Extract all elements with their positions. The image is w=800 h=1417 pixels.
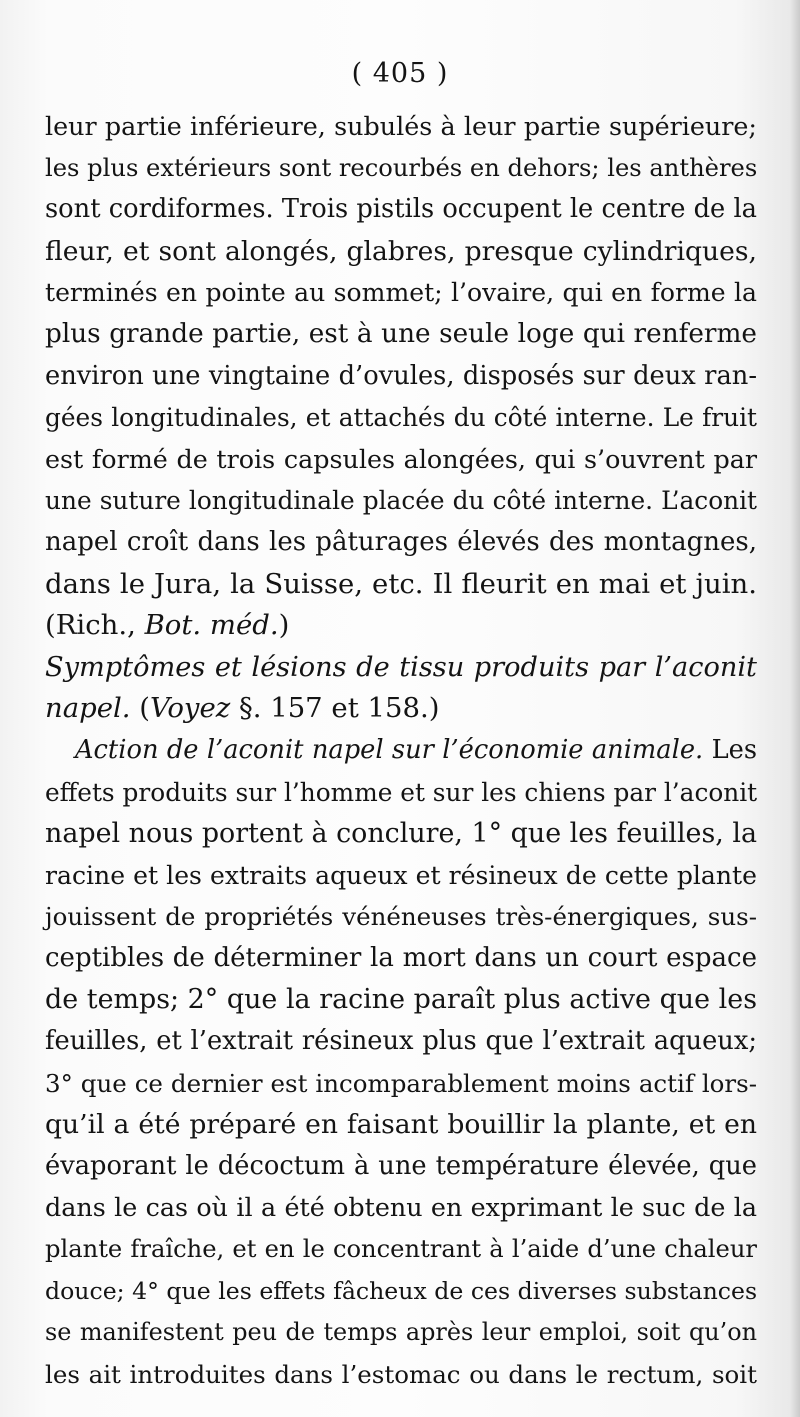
cross-reference-sections: §. 157 et 158.) [230, 692, 440, 725]
text-line: les ait introduites dans l’estomac ou dans le rectum, soit [45, 1359, 757, 1389]
page-number: ( 405 ) [351, 58, 449, 89]
text-line: napel croît dans les pâturages élevés des montagnes, [45, 526, 757, 557]
text-line: fleur, et sont alongés, glabres, presque cylindriques, [45, 235, 757, 267]
text-line: napel nous portent à conclure, 1° que les feuilles, la [45, 818, 757, 850]
text-line: dans le Jura, la Suisse, etc. Il fleurit en mai et juin. [45, 567, 757, 600]
text-line: sont cordiformes. Trois pistils occupent le centre de la [45, 194, 757, 225]
cross-reference-voyez: Voyez [150, 692, 231, 725]
text-fragment: Les [703, 734, 758, 765]
citation-close: ) [278, 609, 290, 642]
page-edge-shadow [790, 0, 800, 1417]
text-line: gées longitudinales, et attachés du côté interne. Le fruit [45, 403, 757, 433]
text-line: jouissent de propriétés vénéneuses très-énergiques, sus- [45, 902, 757, 932]
text-line: dans le cas où il a été obtenu en exprimant le suc de la [45, 1192, 757, 1223]
text-line: terminés en pointe au sommet; l’ovaire, qui en forme la [45, 278, 757, 308]
section-heading-line [45, 730, 757, 772]
text-line: évaporant le décoctum à une température élevée, que [45, 1150, 757, 1181]
section-heading-symptomes: Symptômes et lésions de tissu produits par l’aconit [45, 651, 757, 683]
text-line: 3° que ce dernier est incomparablement moins actif lors- [45, 1068, 757, 1098]
text-line: une suture longitudinale placée du côté interne. L’aconit [45, 486, 757, 516]
text-line: feuilles, et l’extrait résineux plus que l’extrait aqueux; [45, 1026, 757, 1057]
text-line: environ une vingtaine d’ovules, disposés sur deux ran- [45, 360, 757, 391]
text-line: les plus extérieurs sont recourbés en dehors; les anthères [45, 153, 758, 182]
body-text [45, 106, 757, 1395]
text-line: plus grande partie, est à une seule loge qui renferme [45, 318, 757, 349]
text-line: qu’il a été préparé en faisant bouillir la plante, et en [45, 1109, 757, 1141]
text-line: plante fraîche, et en le concentrant à l’aide d’une chaleur [45, 1235, 757, 1264]
section-heading-action: Action de l’aconit napel sur l’économie animale. [75, 734, 704, 765]
section-heading-line [45, 688, 757, 730]
text-line: effets produits sur l’homme et sur les chiens par l’aconit [45, 777, 758, 807]
cross-reference-open: ( [130, 692, 151, 725]
text-line: est formé de trois capsules alongées, qui s’ouvrent par [45, 443, 757, 474]
text-line: leur partie inférieure, subulés à leur partie supérieure; [45, 111, 757, 141]
text-line: ceptibles de déterminer la mort dans un court espace [45, 942, 757, 973]
section-heading-napel: napel. [45, 692, 131, 725]
citation-line [45, 605, 757, 647]
text-line: racine et les extraits aqueux et résineux de cette plante [45, 860, 757, 890]
text-line: douce; 4° que les effets fâcheux de ces diverses substances [45, 1276, 758, 1305]
section-heading-line [45, 647, 757, 689]
text-line: se manifestent peu de temps après leur emploi, soit qu’on [45, 1318, 757, 1347]
citation-work: Bot. méd. [144, 609, 279, 642]
citation-author: (Rich., [45, 609, 145, 642]
text-line: de temps; 2° que la racine paraît plus active que les [45, 984, 757, 1016]
